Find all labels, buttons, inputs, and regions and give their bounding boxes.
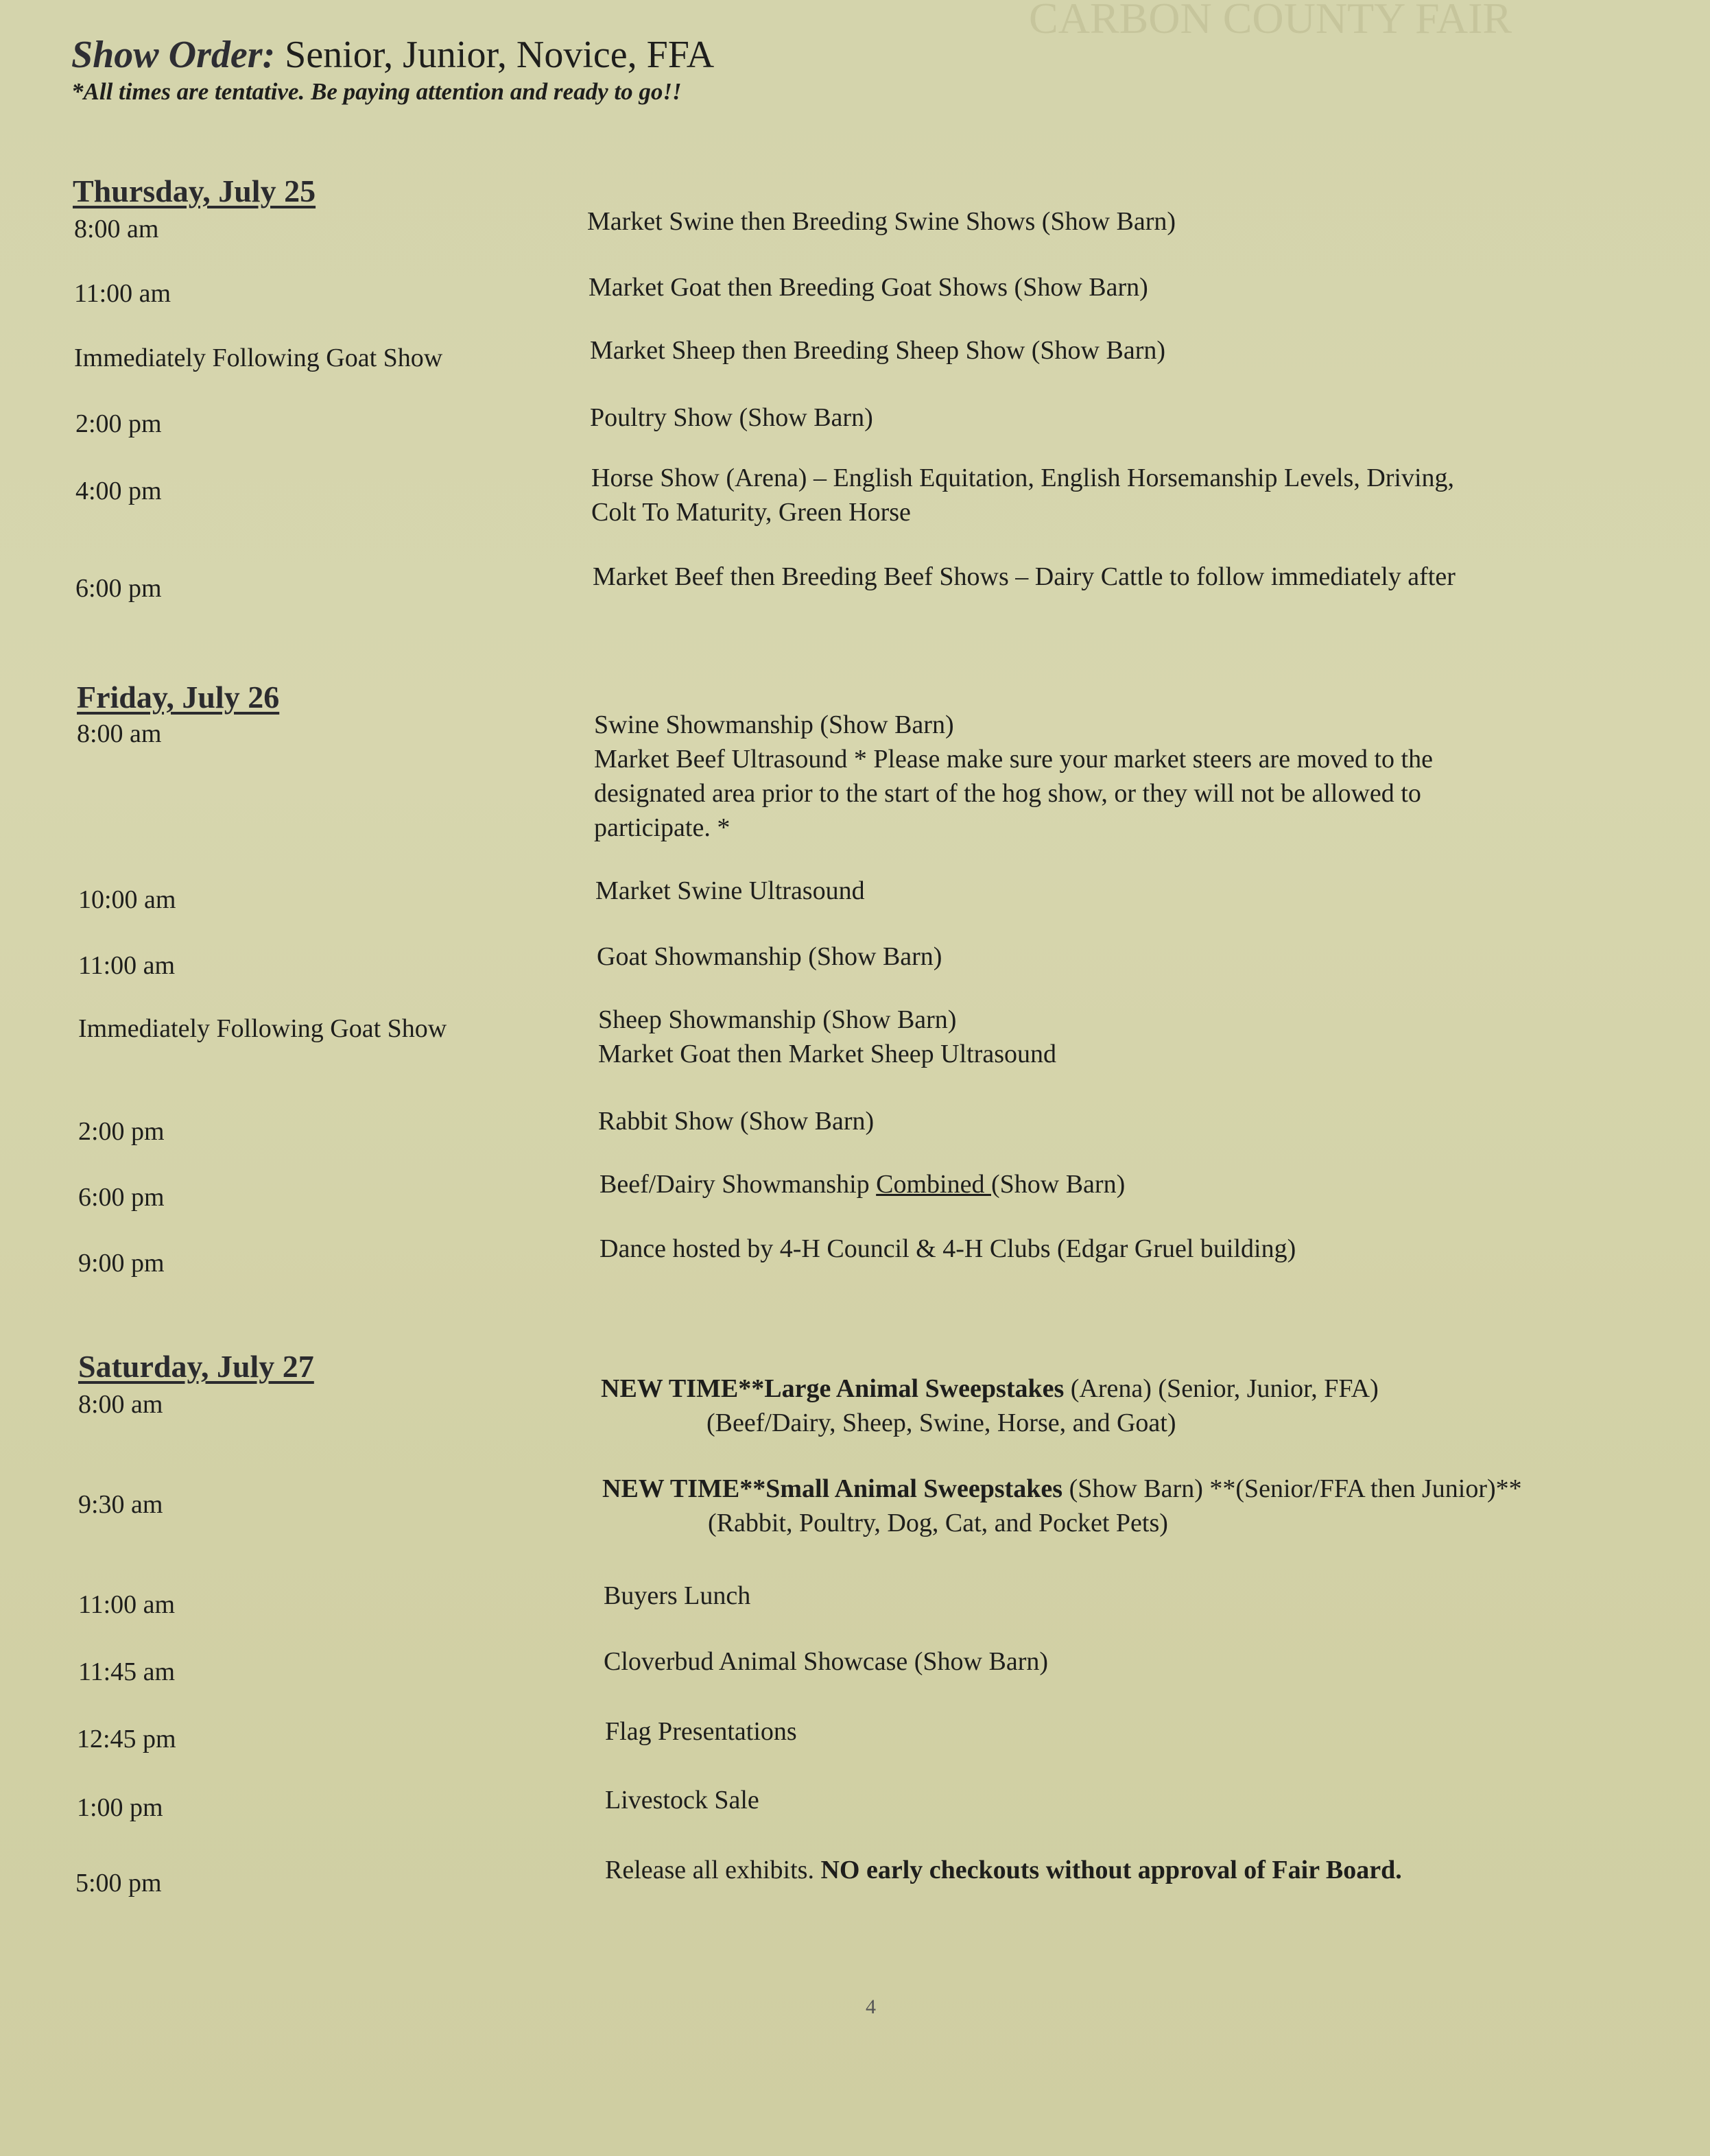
- saturday-time-3: 11:00 am: [78, 1590, 176, 1619]
- friday-event-7: Dance hosted by 4-H Council & 4-H Clubs (Edgar Gruel building): [599, 1234, 1296, 1263]
- thursday-event-3: Market Sheep then Breeding Sheep Show (Show Barn): [590, 336, 1166, 365]
- thursday-event-5: [591, 461, 1661, 529]
- friday-event-1-line-4: participate. *: [594, 813, 731, 842]
- saturday-event-5: Flag Presentations: [605, 1717, 797, 1746]
- thursday-time-5: 4:00 pm: [75, 477, 162, 505]
- friday-event-5: Rabbit Show (Show Barn): [598, 1107, 875, 1136]
- thursday-event-2: Market Goat then Breeding Goat Shows (Show Barn): [589, 273, 1148, 302]
- thursday-event-5-line-2: Colt To Maturity, Green Horse: [591, 498, 911, 527]
- page-number: 4: [866, 1996, 876, 2018]
- bleed-through-decoration: CARBON COUNTY FAIR: [1029, 0, 1512, 43]
- friday-time-4: Immediately Following Goat Show: [78, 1014, 447, 1043]
- friday-event-1: [594, 708, 1664, 845]
- saturday-time-5: 12:45 pm: [77, 1725, 176, 1753]
- friday-event-3: Goat Showmanship (Show Barn): [597, 942, 942, 971]
- friday-event-1-line-3: designated area prior to the start of the hog show, or they will not be allowed to: [594, 779, 1421, 808]
- saturday-event-1: [601, 1372, 1671, 1440]
- thursday-event-1: Market Swine then Breeding Swine Shows (Show Barn): [587, 207, 1176, 236]
- saturday-event-1-line-2: (Beef/Dairy, Sheep, Swine, Horse, and Goat): [706, 1409, 1176, 1437]
- saturday-event-7-plain: Release all exhibits.: [605, 1856, 821, 1884]
- friday-time-1: 8:00 am: [77, 719, 162, 748]
- saturday-event-3: Buyers Lunch: [604, 1581, 751, 1610]
- saturday-event-4: Cloverbud Animal Showcase (Show Barn): [604, 1647, 1049, 1676]
- show-order-text: Senior, Junior, Novice, FFA: [275, 34, 715, 76]
- show-order-label: Show Order:: [71, 34, 276, 76]
- saturday-heading: Saturday, July 27: [78, 1349, 314, 1384]
- friday-time-5: 2:00 pm: [78, 1117, 165, 1146]
- thursday-heading: Thursday, July 25: [73, 173, 316, 208]
- thursday-time-6: 6:00 pm: [75, 574, 162, 603]
- friday-event-1-line-1: Swine Showmanship (Show Barn): [594, 710, 954, 739]
- thursday-time-1: 8:00 am: [74, 215, 159, 243]
- saturday-time-7: 5:00 pm: [75, 1869, 162, 1897]
- saturday-event-7-bold: NO early checkouts without approval of Fair Board.: [820, 1856, 1402, 1884]
- friday-time-2: 10:00 am: [78, 885, 176, 914]
- friday-time-6: 6:00 pm: [78, 1183, 165, 1212]
- friday-time-7: 9:00 pm: [78, 1249, 165, 1278]
- friday-event-6: [599, 1167, 1670, 1201]
- friday-heading: Friday, July 26: [77, 680, 280, 715]
- saturday-time-6: 1:00 pm: [77, 1793, 163, 1822]
- friday-event-4-line-1: Sheep Showmanship (Show Barn): [598, 1005, 957, 1034]
- thursday-time-4: 2:00 pm: [75, 409, 162, 438]
- friday-event-2: Market Swine Ultrasound: [595, 876, 865, 905]
- saturday-event-7: [605, 1853, 1702, 1887]
- saturday-time-1: 8:00 am: [78, 1390, 163, 1419]
- saturday-event-6: Livestock Sale: [605, 1786, 759, 1814]
- thursday-time-3: Immediately Following Goat Show: [74, 344, 443, 372]
- saturday-event-2: [602, 1472, 1700, 1540]
- saturday-event-2-line-2: (Rabbit, Poultry, Dog, Cat, and Pocket Pets): [708, 1509, 1168, 1537]
- thursday-event-4: Poultry Show (Show Barn): [590, 403, 873, 432]
- saturday-event-1-rest: (Arena) (Senior, Junior, FFA): [1064, 1374, 1379, 1403]
- thursday-event-6: Market Beef then Breeding Beef Shows – Dairy Cattle to follow immediately after: [593, 562, 1456, 591]
- tentative-note: *All times are tentative. Be paying attention and ready to go!!: [71, 78, 682, 105]
- saturday-event-1-bold: NEW TIME**Large Animal Sweepstakes: [601, 1374, 1065, 1403]
- combined-underlined: Combined: [876, 1170, 991, 1199]
- saturday-event-2-rest: (Show Barn) **(Senior/FFA then Junior)**: [1062, 1474, 1522, 1503]
- thursday-event-5-line-1: Horse Show (Arena) – English Equitation, English Horsemanship Levels, Driving,: [591, 464, 1455, 492]
- friday-event-6-pre: Beef/Dairy Showmanship: [599, 1170, 877, 1199]
- friday-event-4: [598, 1003, 1668, 1071]
- thursday-time-2: 11:00 am: [74, 279, 171, 308]
- saturday-time-2: 9:30 am: [78, 1490, 163, 1519]
- friday-time-3: 11:00 am: [78, 951, 176, 980]
- saturday-event-2-bold: NEW TIME**Small Animal Sweepstakes: [602, 1474, 1063, 1503]
- friday-event-4-line-2: Market Goat then Market Sheep Ultrasound: [598, 1040, 1056, 1068]
- friday-event-6-post: (Show Barn): [990, 1170, 1126, 1199]
- show-order-line: [71, 33, 714, 77]
- friday-event-1-line-2: Market Beef Ultrasound * Please make sure your market steers are moved to the: [594, 745, 1433, 774]
- saturday-time-4: 11:45 am: [78, 1657, 176, 1686]
